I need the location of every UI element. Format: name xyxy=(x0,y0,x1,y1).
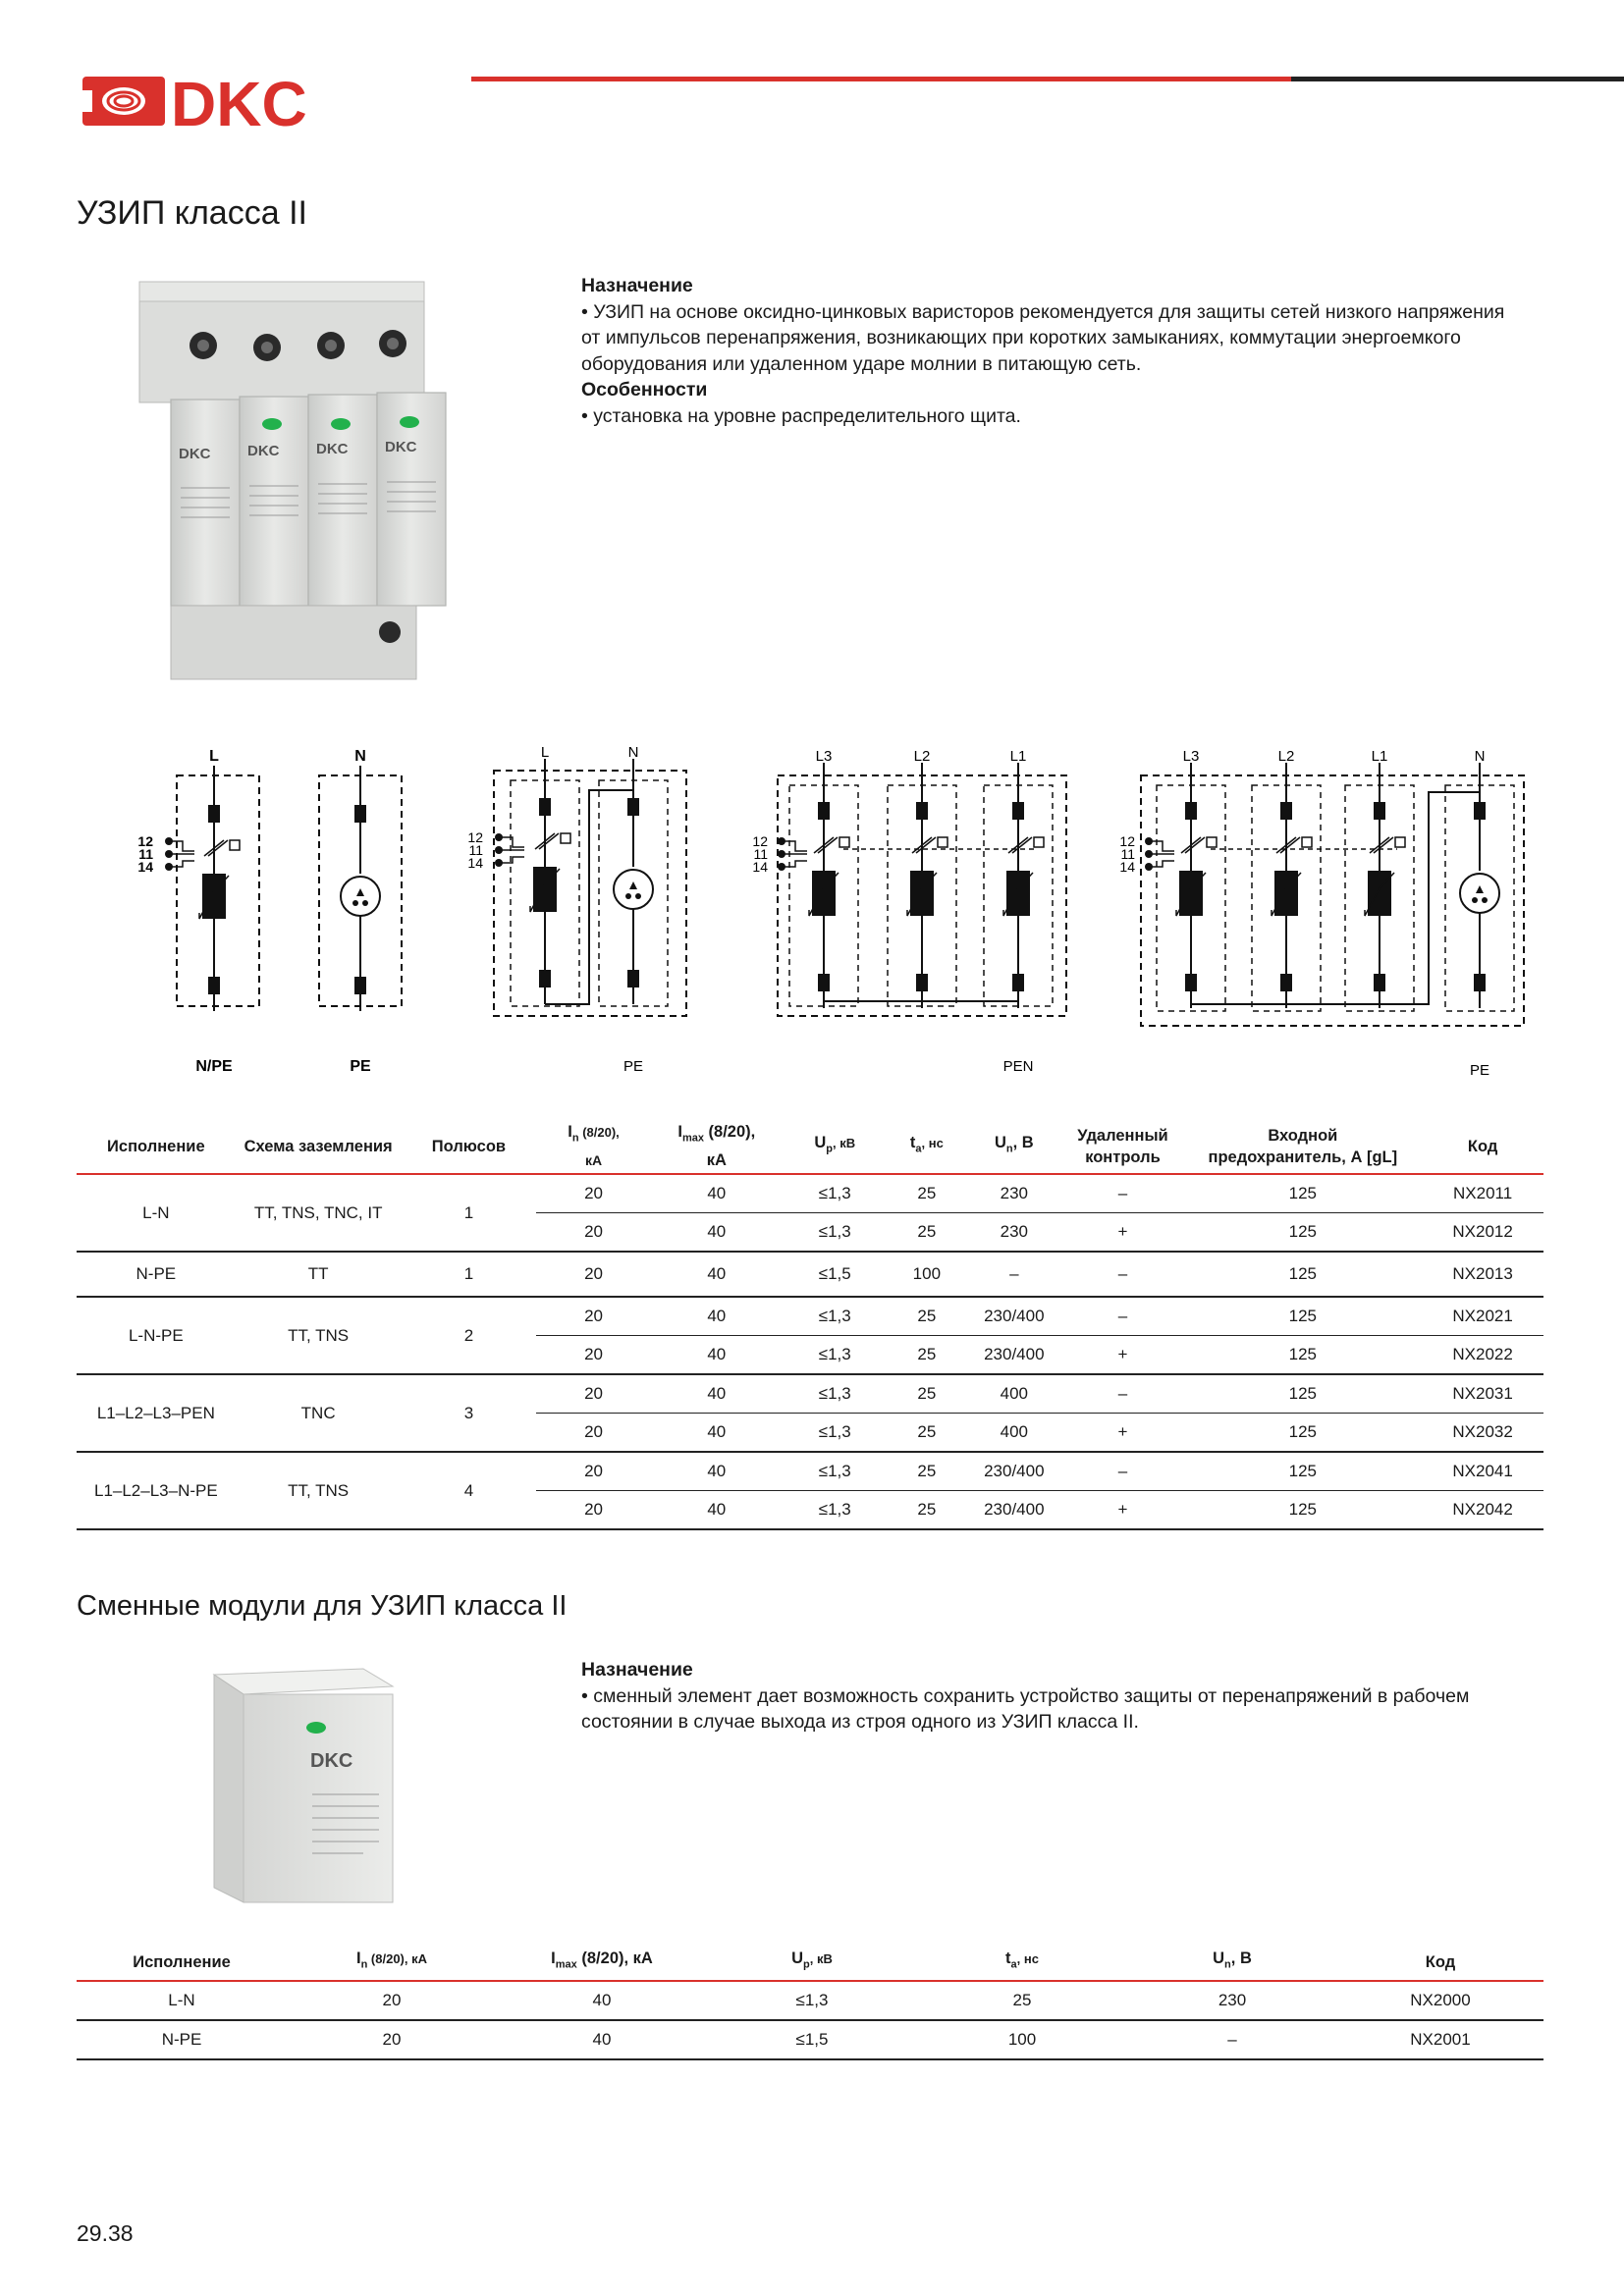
replacement-module-image xyxy=(206,1667,403,1912)
svg-text:12: 12 xyxy=(467,829,483,845)
svg-text:N: N xyxy=(627,744,639,761)
header-rule-dark xyxy=(1291,77,1624,81)
col-in: $I_n$ (8/20), кА xyxy=(536,1119,651,1174)
svg-text:N: N xyxy=(1474,748,1486,765)
diagram-1 xyxy=(137,748,259,1075)
svg-text:DKC: DKC xyxy=(310,1750,353,1772)
table-row: N-PE 20 40 ≤1,5 100 – NX2001 xyxy=(77,2020,1543,2059)
col-un: $U_n$, В xyxy=(966,1119,1062,1174)
diagram-3 xyxy=(467,744,686,1075)
features-label: Особенности xyxy=(581,379,708,400)
spd-spec-table xyxy=(77,1119,1543,1530)
purpose-label: Назначение xyxy=(581,275,693,296)
table-row: 20 40 ≤1,3 25 400 + 125 NX2032 xyxy=(77,1414,1543,1453)
col-un: $U_n$, В xyxy=(1127,1944,1337,1981)
svg-text:L2: L2 xyxy=(913,748,931,765)
svg-text:N: N xyxy=(354,748,366,765)
col-remote: Удаленный контроль xyxy=(1062,1119,1184,1174)
table-row: L-N TT, TNS, TNC, IT 1 20 40 ≤1,3 25 230 – 125 NX2011 xyxy=(77,1174,1543,1213)
svg-text:DKC: DKC xyxy=(171,71,307,132)
svg-text:PE: PE xyxy=(350,1058,371,1075)
svg-text:12: 12 xyxy=(752,833,768,849)
svg-text:DKC: DKC xyxy=(179,446,211,462)
page-number: 29.38 xyxy=(77,2220,134,2246)
svg-text:PEN: PEN xyxy=(1002,1058,1034,1075)
svg-text:11: 11 xyxy=(468,842,483,858)
col-up: $U_p$, кВ xyxy=(783,1119,888,1174)
svg-text:11: 11 xyxy=(138,846,153,862)
module-spec-table xyxy=(77,1944,1543,2060)
col-ta: $t_a$, нс xyxy=(917,1944,1127,1981)
svg-text:14: 14 xyxy=(467,855,483,871)
header-rule-red xyxy=(471,77,1291,81)
table-row: L-N-PE TT, TNS 2 20 40 ≤1,3 25 230/400 – 125 NX2021 xyxy=(77,1297,1543,1336)
table-row: 20 40 ≤1,3 25 230/400 + 125 NX2042 xyxy=(77,1491,1543,1530)
col-code: Код xyxy=(1422,1119,1543,1174)
svg-text:14: 14 xyxy=(1119,859,1135,875)
col-imax: $I_{max}$ (8/20), кА xyxy=(651,1119,783,1174)
section-title: УЗИП класса II xyxy=(77,194,307,232)
table-row: L1–L2–L3–PEN TNC 3 20 40 ≤1,3 25 400 – 125 NX2031 xyxy=(77,1374,1543,1414)
col-up: $U_p$, кВ xyxy=(707,1944,917,1981)
diagram-4 xyxy=(752,748,1066,1075)
svg-text:PE: PE xyxy=(1469,1062,1490,1079)
module-purpose-text: • сменный элемент дает возможность сохранить устройство защиты от перенапряжений в рабочем состоянии в случае выхода из строя одного из УЗИП класса II. xyxy=(581,1684,1470,1733)
svg-text:L3: L3 xyxy=(1182,748,1200,765)
col-ta: $t_a$, нс xyxy=(888,1119,966,1174)
svg-text:12: 12 xyxy=(1119,833,1135,849)
features-text: • установка на уровне распределительного щита. xyxy=(581,404,1021,427)
table-row: 20 40 ≤1,3 25 230/400 + 125 NX2022 xyxy=(77,1336,1543,1375)
svg-text:L2: L2 xyxy=(1277,748,1295,765)
wiring-diagrams xyxy=(118,741,1532,1085)
table-row: 20 40 ≤1,3 25 230 + 125 NX2012 xyxy=(77,1213,1543,1253)
svg-text:N/PE: N/PE xyxy=(195,1058,233,1075)
table-row: N-PE TT 1 20 40 ≤1,5 100 – – 125 NX2013 xyxy=(77,1252,1543,1297)
col-in: $I_n$ (8/20), кА xyxy=(287,1944,497,1981)
spd-product-image xyxy=(110,277,522,689)
svg-text:L: L xyxy=(540,744,550,761)
table-row: L1–L2–L3–N-PE TT, TNS 4 20 40 ≤1,3 25 230/400 – 125 NX2041 xyxy=(77,1452,1543,1491)
section2-title: Сменные модули для УЗИП класса II xyxy=(77,1590,568,1622)
col-shema: Схема заземления xyxy=(236,1119,402,1174)
svg-text:14: 14 xyxy=(137,859,153,875)
svg-text:11: 11 xyxy=(753,846,768,862)
table-row: L-N 20 40 ≤1,3 25 230 NX2000 xyxy=(77,1981,1543,2020)
section2-description xyxy=(581,1657,1524,1735)
module-purpose-label: Назначение xyxy=(581,1659,693,1681)
svg-text:L3: L3 xyxy=(815,748,833,765)
svg-text:DKC: DKC xyxy=(385,439,417,455)
svg-text:L1: L1 xyxy=(1371,748,1388,765)
svg-text:L: L xyxy=(209,748,219,765)
col-fuse: Входной предохранитель, А [gL] xyxy=(1183,1119,1422,1174)
col-ispolnenie: Исполнение xyxy=(77,1944,287,1981)
section1-description xyxy=(581,273,1524,429)
col-polyusov: Полюсов xyxy=(402,1119,537,1174)
svg-text:DKC: DKC xyxy=(247,443,280,459)
svg-text:11: 11 xyxy=(1120,846,1135,862)
svg-text:12: 12 xyxy=(137,833,153,849)
diagram-5 xyxy=(1119,748,1524,1079)
col-imax: $I_{max}$ (8/20), кА xyxy=(497,1944,707,1981)
svg-text:DKC: DKC xyxy=(316,441,349,457)
purpose-text: • УЗИП на основе оксидно-цинковых варисторов рекомендуется для защиты сетей низкого напряжения от импульсов перенапряжения, возникающих при коротких замыканиях, коммутации энергоемкого оборудования или удаленном ударе молнии в питающую сеть. xyxy=(581,300,1505,375)
svg-text:L1: L1 xyxy=(1009,748,1027,765)
svg-text:PE: PE xyxy=(623,1058,644,1075)
col-ispolnenie: Исполнение xyxy=(77,1119,236,1174)
dkc-logo xyxy=(81,71,395,132)
col-code: Код xyxy=(1337,1944,1543,1981)
diagram-2 xyxy=(319,748,402,1075)
svg-text:14: 14 xyxy=(752,859,768,875)
